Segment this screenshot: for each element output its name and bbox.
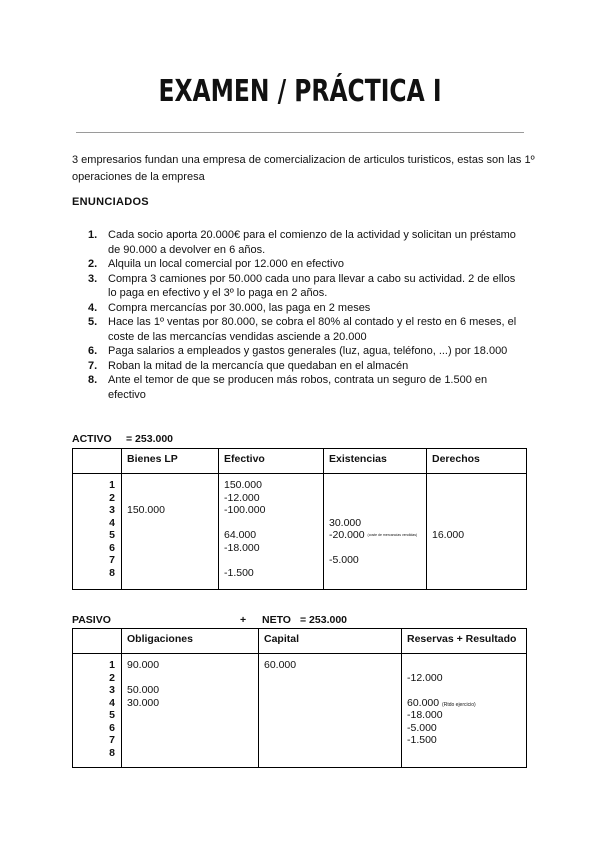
table-cell (127, 517, 213, 530)
table-cell (264, 659, 396, 672)
table-cell (407, 722, 521, 735)
table-cell (73, 554, 115, 567)
statement-number: 3. (88, 272, 98, 285)
table-cell (127, 659, 253, 672)
table-cell (224, 542, 318, 555)
plus-sign: + (240, 614, 247, 626)
table-cell (127, 747, 253, 760)
table-cell (127, 722, 253, 735)
table-cell (329, 504, 421, 517)
pasivo-header-reservas: Reservas + Resultado (402, 629, 527, 654)
table-cell (73, 479, 115, 492)
cell-value: -100.000 (224, 504, 266, 516)
table-cell (73, 734, 115, 747)
table-cell (407, 672, 521, 685)
table-cell (329, 567, 421, 580)
table-cell (127, 554, 213, 567)
table-cell (73, 684, 115, 697)
table-cell (264, 722, 396, 735)
table-cell (224, 504, 318, 517)
cell-value: -5.000 (329, 554, 359, 566)
statement-text: Roban la mitad de la mercancía que quedaban en el almacén (108, 359, 409, 372)
statement-text: Compra 3 camiones por 50.000 cada uno para llevar a cabo su actividad. 2 de ellos lo paga en efectivo y el 3º lo paga en 2 años. (108, 272, 516, 299)
cell-value: 5 (109, 709, 115, 721)
statement-item (84, 373, 524, 402)
cell-value: 2 (109, 671, 115, 684)
cell-value: 7 (109, 734, 115, 746)
statement-text: Paga salarios a empleados y gastos generales (luz, agua, teléfono, ...) por 18.000 (108, 345, 508, 357)
statement-text: Compra mercancías por 30.000, las paga en 2 meses (108, 301, 371, 314)
pasivo-header-obligaciones: Obligaciones (122, 629, 259, 654)
activo-table (72, 448, 527, 590)
table-cell (73, 529, 115, 542)
cell-value: -20.000 (329, 529, 365, 542)
statement-item (84, 359, 524, 374)
cell-value: 30.000 (329, 516, 362, 529)
table-cell (73, 672, 115, 685)
cell-note: (Rtdo ejercicio) (442, 701, 476, 708)
cell-value: -12.000 (407, 671, 443, 684)
table-cell (329, 492, 421, 505)
table-cell (73, 504, 115, 517)
cell-value: 7 (109, 554, 115, 566)
cell-value: 3 (109, 684, 115, 696)
statement-number: 2. (88, 258, 98, 270)
cell-value: 90.000 (127, 659, 160, 671)
neto-label: NETO (262, 614, 291, 626)
table-cell (432, 567, 521, 580)
table-cell (127, 684, 253, 697)
table-cell (73, 567, 115, 580)
cell-value: 8 (109, 566, 115, 579)
table-cell (224, 567, 318, 580)
statement-text: Alquila un local comercial por 12.000 en efectivo (108, 258, 345, 270)
statement-number: 7. (88, 359, 98, 372)
table-cell (224, 492, 318, 505)
table-cell (432, 529, 521, 542)
table-cell (264, 747, 396, 760)
activo-header-blank (73, 449, 122, 474)
table-cell (432, 492, 521, 505)
activo-total: = 253.000 (126, 433, 174, 445)
section-heading: ENUNCIADOS (72, 196, 149, 208)
table-cell (224, 529, 318, 542)
cell-value: 3 (109, 504, 115, 516)
table-cell (127, 734, 253, 747)
cell-value: -1.500 (407, 734, 437, 746)
cell-value: 5 (109, 529, 115, 541)
table-cell (127, 567, 213, 580)
activo-header-efectivo: Efectivo (219, 449, 324, 474)
table-cell (407, 734, 521, 747)
activo-label: ACTIVO (72, 433, 112, 445)
table-cell (329, 517, 421, 530)
table-cell (127, 504, 213, 517)
table-cell (432, 479, 521, 492)
table-cell (407, 659, 521, 672)
table-cell (264, 672, 396, 685)
table-cell (127, 479, 213, 492)
table-cell (329, 479, 421, 492)
cell-value: 1 (109, 659, 115, 671)
activo-col-efectivo (219, 474, 324, 590)
statement-item (84, 301, 524, 316)
table-cell (407, 697, 521, 710)
statement-text: Hace las 1º ventas por 80.000, se cobra el 80% al contado y el resto en 6 meses, el coste de las mercancías vendidas asciende a 20.000 (108, 316, 517, 343)
table-cell (407, 709, 521, 722)
pasivo-neto-table (72, 628, 527, 768)
table-cell (127, 529, 213, 542)
statement-item (84, 272, 524, 301)
cell-value: 64.000 (224, 529, 257, 541)
table-cell (432, 517, 521, 530)
table-cell (73, 492, 115, 505)
table-cell (73, 722, 115, 735)
statements-list (84, 228, 524, 402)
table-cell (264, 734, 396, 747)
cell-value: 4 (109, 696, 115, 709)
table-cell (127, 709, 253, 722)
statement-item (84, 315, 524, 344)
table-cell (127, 697, 253, 710)
cell-value: 2 (109, 491, 115, 504)
pasivo-row-numbers (73, 654, 122, 768)
activo-header-existencias: Existencias (324, 449, 427, 474)
pasivo-col-obligaciones (122, 654, 259, 768)
cell-value: 16.000 (432, 529, 465, 541)
table-cell (224, 554, 318, 567)
statement-number: 6. (88, 345, 98, 357)
table-cell (407, 747, 521, 760)
table-cell (127, 492, 213, 505)
statement-item (84, 344, 524, 359)
table-cell (264, 697, 396, 710)
statement-number: 1. (88, 229, 98, 241)
pasivo-col-capital (259, 654, 402, 768)
cell-value: 50.000 (127, 684, 160, 696)
statement-text: Cada socio aporta 20.000€ para el comienzo de la actividad y solicitan un préstamo de 90.000 a devolver en 6 años. (108, 229, 516, 256)
page-title: EXAMEN / PRÁCTICA I (158, 74, 442, 109)
cell-value: -18.000 (407, 709, 443, 721)
table-cell (264, 684, 396, 697)
table-cell (73, 697, 115, 710)
statement-number: 8. (88, 374, 98, 386)
table-cell (329, 542, 421, 555)
cell-value: 30.000 (127, 696, 160, 709)
table-cell (432, 542, 521, 555)
cell-value: 1 (109, 479, 115, 491)
cell-value: -12.000 (224, 491, 260, 504)
activo-col-bienes-lp (122, 474, 219, 590)
activo-col-derechos (427, 474, 527, 590)
cell-value: 6 (109, 721, 115, 734)
table-cell (329, 529, 421, 542)
statement-text: Ante el temor de que se producen más robos, contrata un seguro de 1.500 en efectivo (108, 374, 488, 401)
cell-value: 150.000 (127, 504, 165, 516)
title-divider (76, 132, 524, 133)
statement-number: 4. (88, 301, 98, 314)
cell-value: -18.000 (224, 541, 260, 554)
table-cell (432, 504, 521, 517)
table-cell (264, 709, 396, 722)
table-cell (407, 684, 521, 697)
cell-value: 6 (109, 541, 115, 554)
table-cell (73, 659, 115, 672)
pasivo-neto-total: = 253.000 (300, 614, 348, 626)
pasivo-col-reservas (402, 654, 527, 768)
statement-item (84, 228, 524, 257)
cell-value: 8 (109, 746, 115, 759)
table-cell (73, 709, 115, 722)
table-cell (73, 542, 115, 555)
table-cell (127, 672, 253, 685)
cell-note: (coste de mercancías vendidas) (367, 533, 418, 537)
table-cell (127, 542, 213, 555)
table-cell (73, 517, 115, 530)
cell-value: 60.000 (264, 659, 297, 671)
pasivo-header-blank (73, 629, 122, 654)
activo-col-existencias (324, 474, 427, 590)
cell-value: 60.000 (407, 696, 440, 709)
activo-header-bienes-lp: Bienes LP (122, 449, 219, 474)
statement-number: 5. (88, 316, 98, 328)
table-cell (73, 747, 115, 760)
cell-value: 4 (109, 516, 115, 529)
activo-header-derechos: Derechos (427, 449, 527, 474)
activo-row-numbers (73, 474, 122, 590)
intro-paragraph: 3 empresarios fundan una empresa de comercializacion de articulos turisticos, estas son las 1º operaciones de la empresa (72, 154, 535, 183)
cell-value: -1.500 (224, 566, 254, 579)
table-cell (329, 554, 421, 567)
pasivo-label: PASIVO (72, 614, 111, 626)
cell-value: -5.000 (407, 721, 437, 734)
cell-value: 150.000 (224, 479, 262, 491)
table-cell (432, 554, 521, 567)
statement-item (84, 257, 524, 272)
table-cell (224, 517, 318, 530)
table-cell (224, 479, 318, 492)
pasivo-header-capital: Capital (259, 629, 402, 654)
